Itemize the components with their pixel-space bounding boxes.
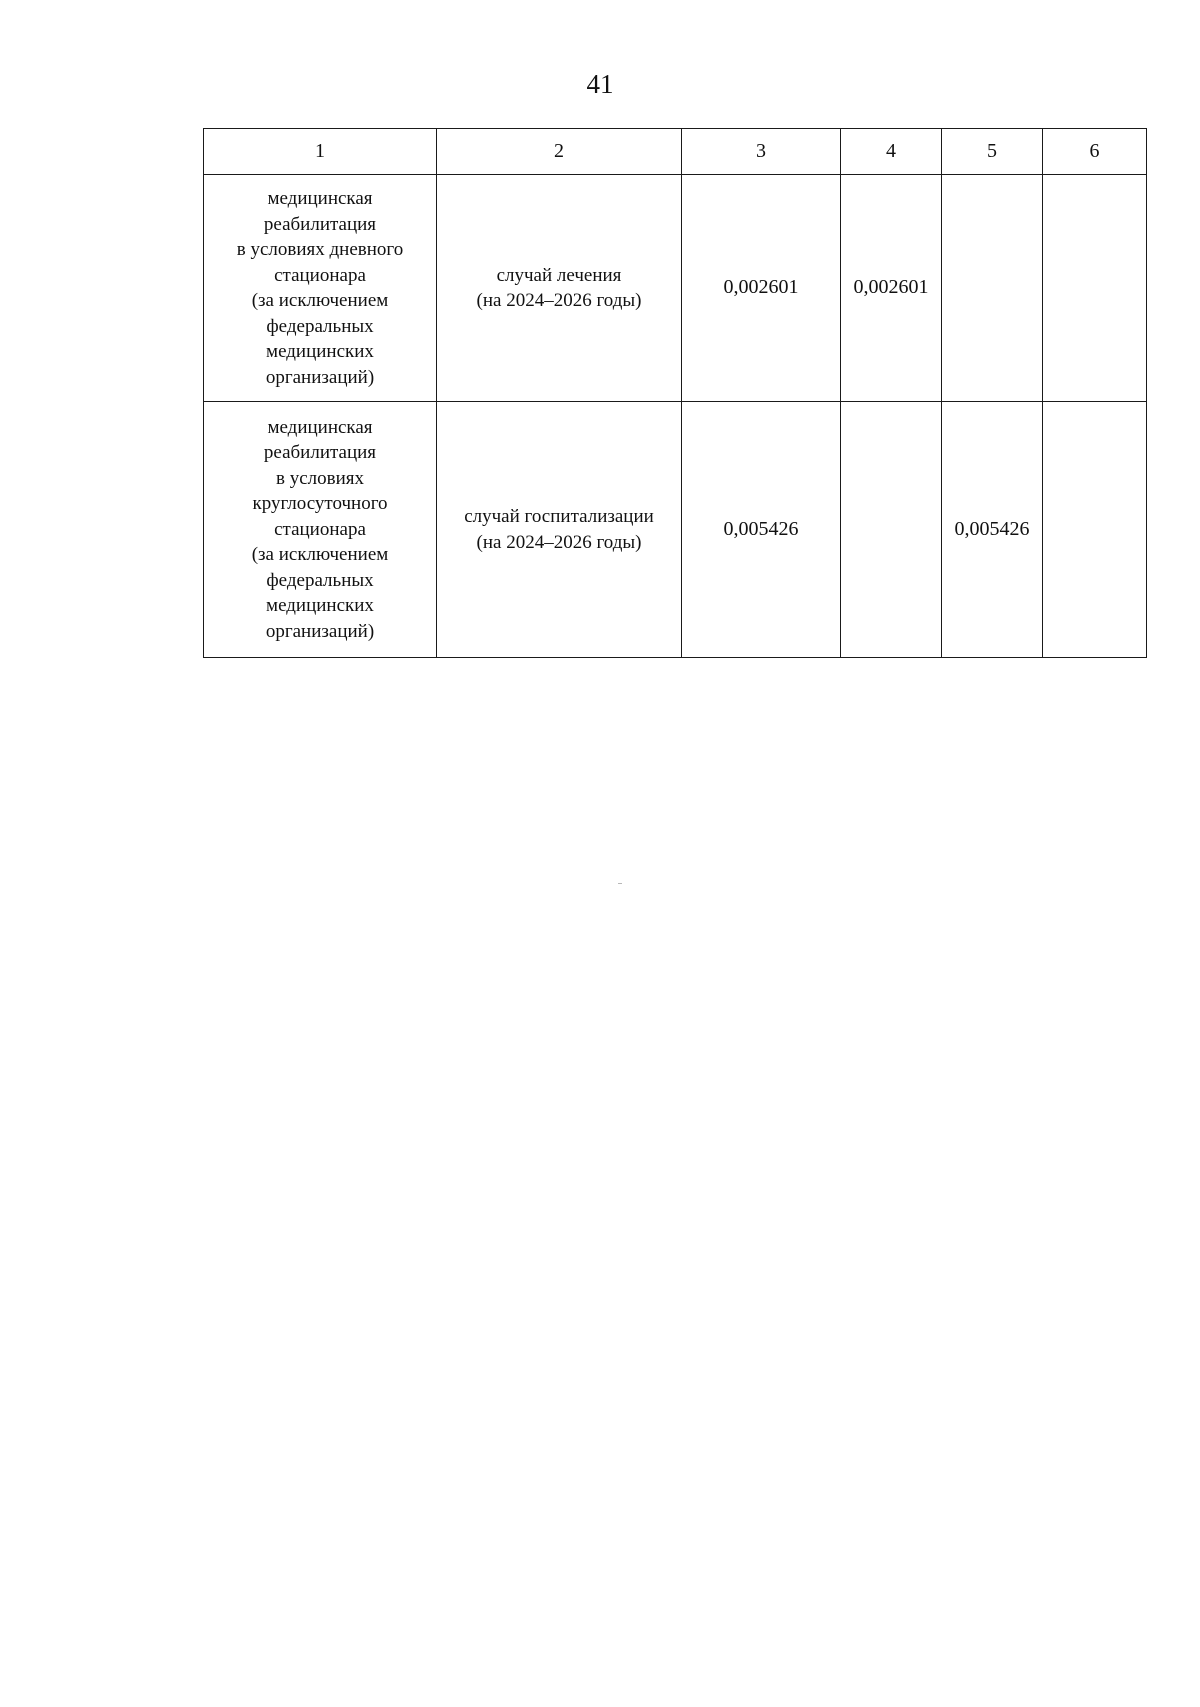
scan-artifact	[618, 883, 622, 884]
table-cell-description: медицинская реабилитация в условиях дневного стационара (за исключением федеральных медицинских организаций)	[204, 175, 437, 402]
table-header-row	[204, 129, 1147, 175]
table-row	[204, 175, 1147, 402]
table-cell-value: 0,005426	[942, 402, 1043, 658]
data-table	[203, 128, 1147, 658]
table-cell-value	[1043, 175, 1147, 402]
table-cell-value	[942, 175, 1043, 402]
table-cell-value	[841, 402, 942, 658]
page-number: 41	[586, 69, 614, 99]
table-cell-value: 0,002601	[682, 175, 841, 402]
column-header: 2	[437, 129, 682, 175]
table-row	[204, 402, 1147, 658]
column-header: 1	[204, 129, 437, 175]
table-cell-unit: случай госпитализации (на 2024–2026 годы)	[437, 402, 682, 658]
table-cell-value: 0,005426	[682, 402, 841, 658]
table-cell-unit: случай лечения (на 2024–2026 годы)	[437, 175, 682, 402]
column-header: 4	[841, 129, 942, 175]
column-header: 5	[942, 129, 1043, 175]
column-header: 6	[1043, 129, 1147, 175]
table-cell-description: медицинская реабилитация в условиях круглосуточного стационара (за исключением федеральных медицинских организаций)	[204, 402, 437, 658]
table-cell-value: 0,002601	[841, 175, 942, 402]
table-cell-value	[1043, 402, 1147, 658]
column-header: 3	[682, 129, 841, 175]
